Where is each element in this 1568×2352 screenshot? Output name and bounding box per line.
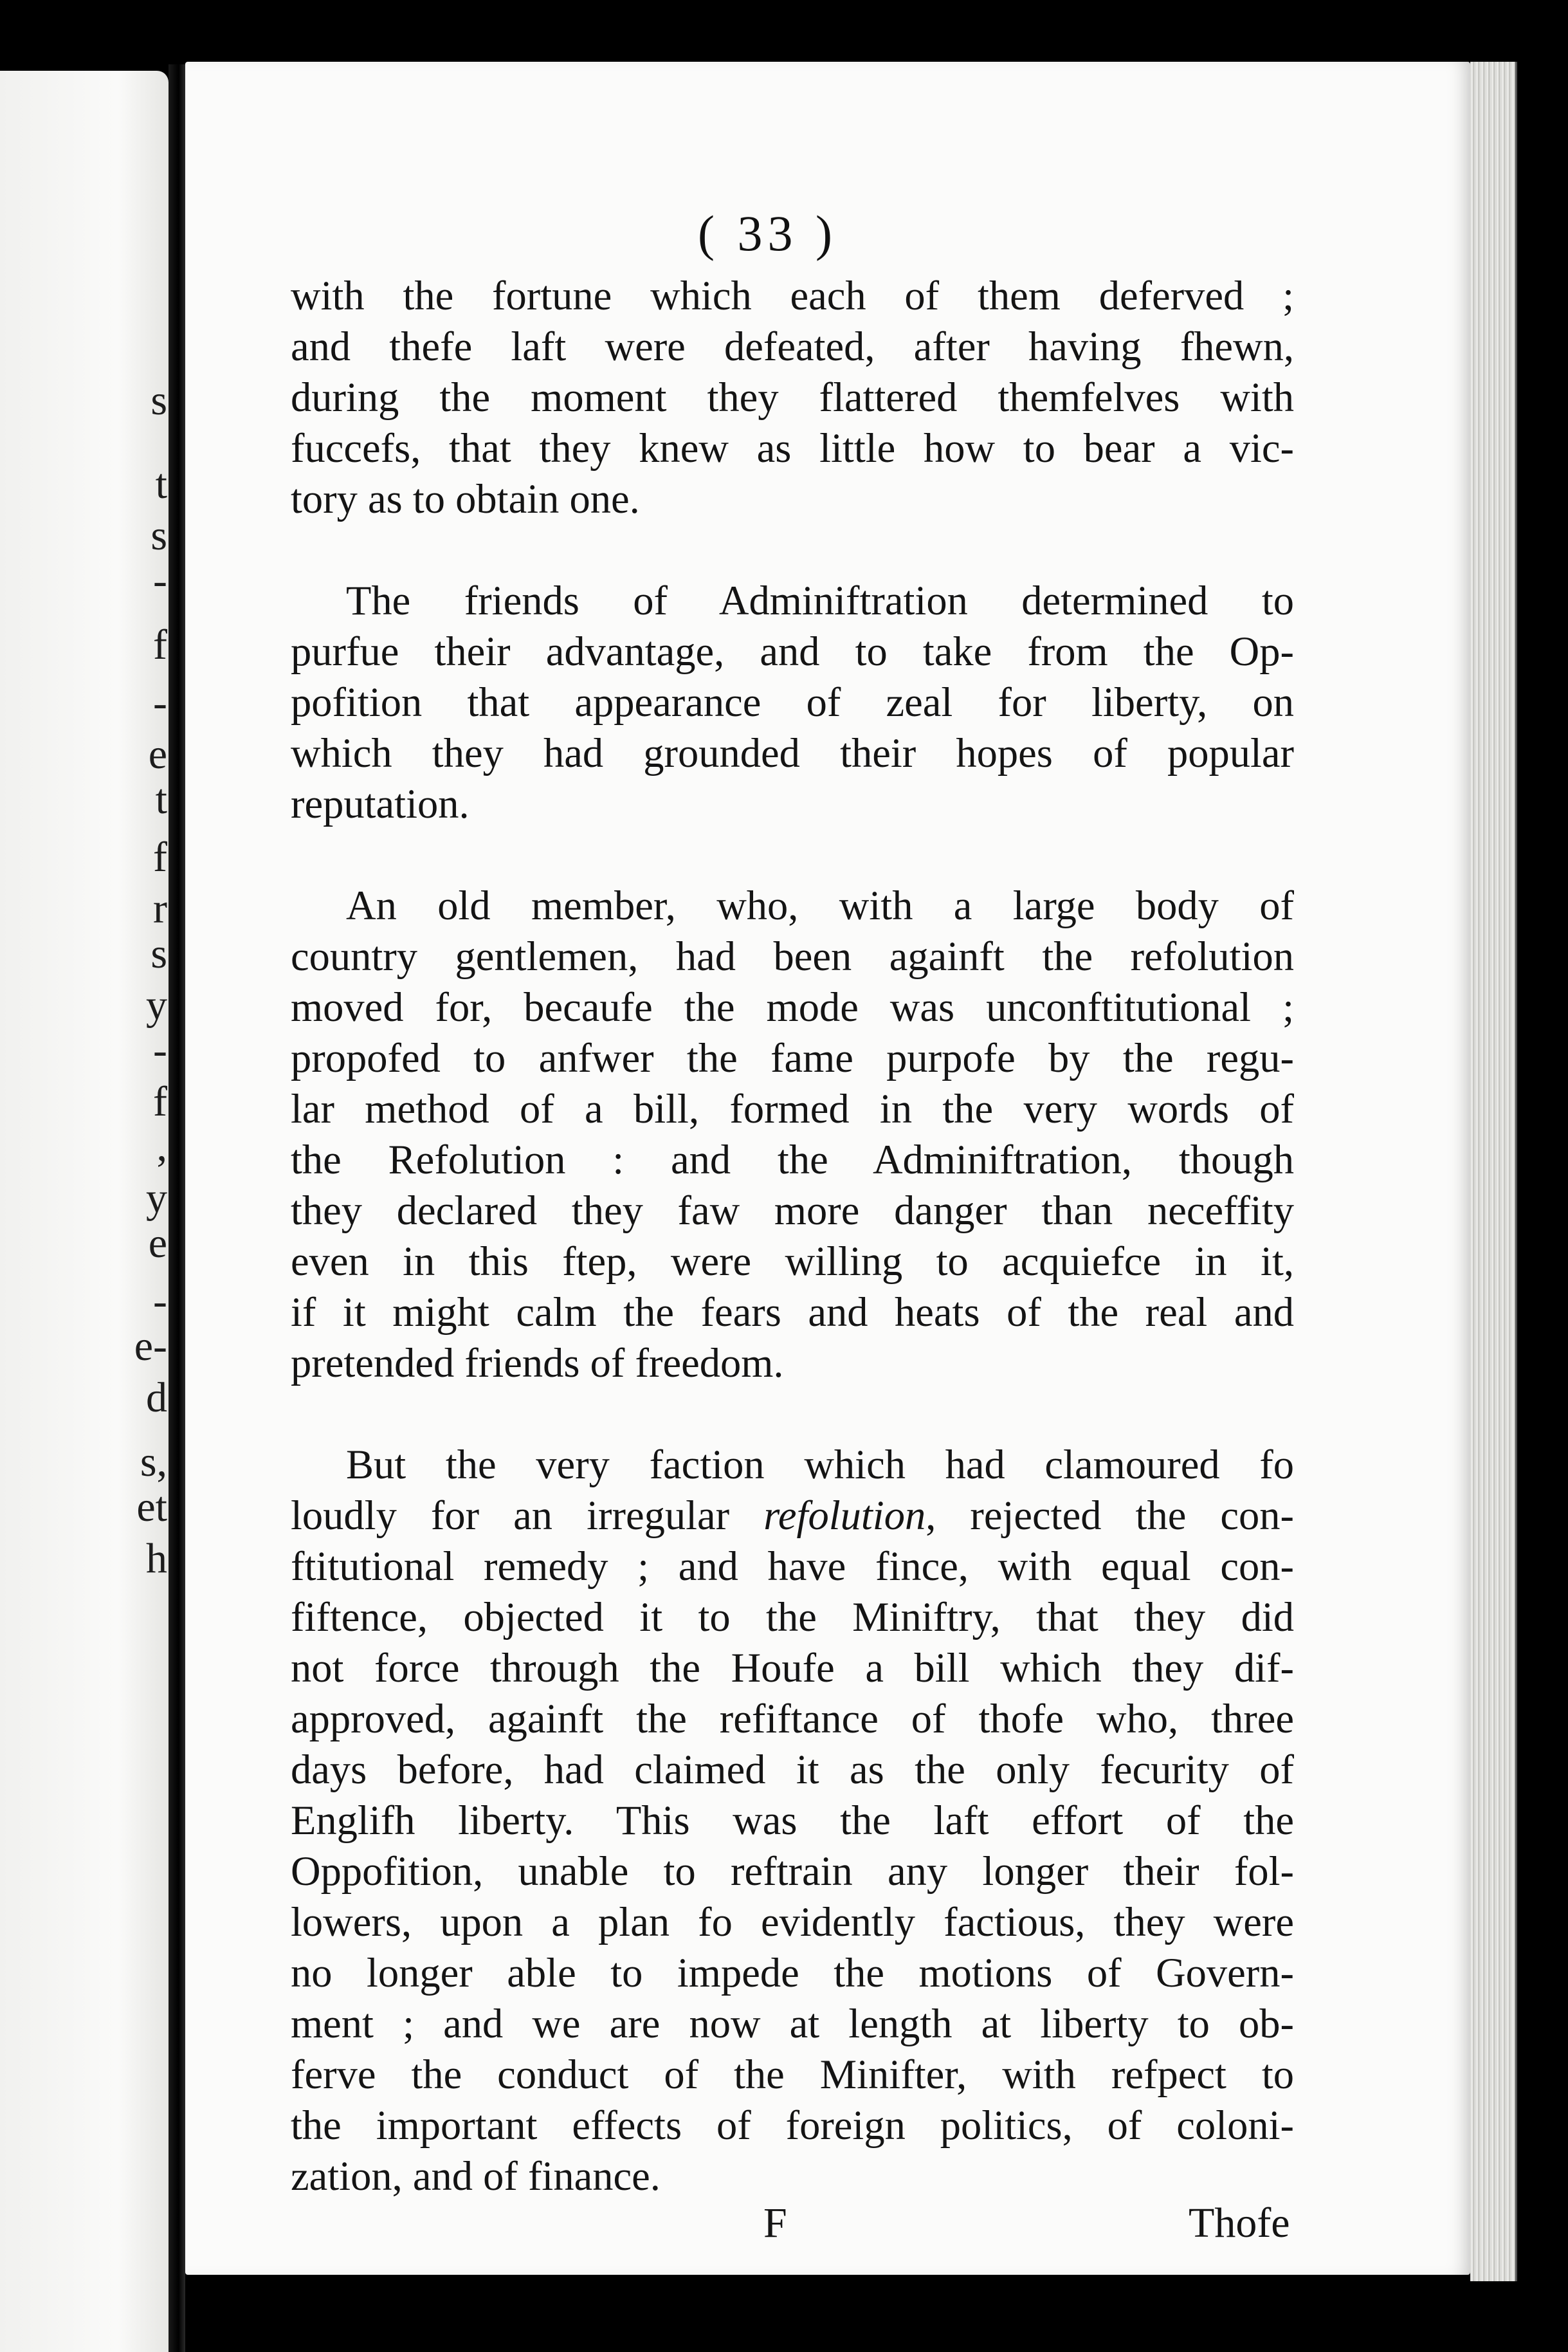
facing-page-glyph: t <box>155 461 167 508</box>
paragraph <box>291 575 1294 829</box>
page-number: ( 33 ) <box>698 205 837 261</box>
facing-page-glyph: r <box>153 885 167 932</box>
text-line: which they had grounded their hopes of popular <box>291 730 1294 776</box>
text-line: fuccefs, that they knew as little how to bear a vic- <box>291 425 1294 471</box>
text-line: if it might calm the fears and heats of the real and <box>291 1289 1294 1335</box>
facing-page-glyph: e <box>148 1220 167 1267</box>
text-line: lowers, upon a plan fo evidently factious, they were <box>291 1899 1294 1945</box>
facing-page-glyph: t <box>155 776 167 823</box>
facing-page-glyph: s <box>150 512 167 559</box>
facing-page-glyph: s <box>150 377 167 424</box>
facing-page-glyph: - <box>153 679 167 726</box>
facing-page-glyph: f <box>153 1078 167 1125</box>
text-line: during the moment they flattered themfelves with <box>291 374 1294 420</box>
text-line: lar method of a bill, formed in the very words of <box>291 1086 1294 1132</box>
text-line: zation, and of finance. <box>291 2153 661 2199</box>
text-line: even in this ftep, were willing to acquiefce in it, <box>291 1238 1294 1284</box>
text-line: ferve the conduct of the Minifter, with refpect to <box>291 2052 1294 2097</box>
text-line: Englifh liberty. This was the laft effort of the <box>291 1797 1294 1843</box>
facing-page-glyph: y <box>146 1175 167 1222</box>
facing-page-glyph: , <box>156 1123 167 1170</box>
text-line: no longer able to impede the motions of Govern- <box>291 1950 1294 1996</box>
text-line: the Refolution : and the Adminiftration, though <box>291 1137 1294 1182</box>
text-line: The friends of Adminiftration determined to <box>346 578 1294 623</box>
text-line: pretended friends of freedom. <box>291 1340 784 1386</box>
facing-page-glyph: et <box>136 1484 167 1530</box>
text-line: approved, againft the refiftance of thofe who, three <box>291 1696 1294 1741</box>
text-line: pofition that appearance of zeal for liberty, on <box>291 679 1294 725</box>
text-line: not force through the Houfe a bill which they dif- <box>291 1645 1294 1691</box>
text-line: But the very faction which had clamoured fo <box>346 1442 1294 1487</box>
text-line: purfue their advantage, and to take from the Op- <box>291 629 1294 674</box>
facing-page-edge <box>0 71 169 2352</box>
signature-mark: F <box>763 2200 787 2246</box>
text-line: An old member, who, with a large body of <box>346 883 1294 928</box>
text-line: fiftence, objected it to the Miniftry, that they did <box>291 1594 1294 1640</box>
text-line: the important effects of foreign politics, of coloni- <box>291 2102 1294 2148</box>
page-body <box>291 270 1294 2252</box>
text-line: tory as to obtain one. <box>291 476 640 522</box>
facing-page-glyph: d <box>146 1374 167 1421</box>
facing-page-glyph: s, <box>140 1438 167 1485</box>
facing-page-glyph: e <box>148 731 167 778</box>
text-line: Oppofition, unable to reftrain any longer their fol- <box>291 1848 1294 1894</box>
text-line: with the fortune which each of them deferved ; <box>291 273 1294 318</box>
facing-page-glyph: h <box>146 1535 167 1582</box>
facing-page-glyph: f <box>153 834 167 881</box>
text-line: and thefe laft were defeated, after having fhewn, <box>291 324 1294 369</box>
facing-page-glyph: - <box>153 1278 167 1325</box>
paragraph <box>291 880 1294 1388</box>
paragraph <box>291 1439 1294 2201</box>
paragraph <box>291 270 1294 524</box>
text-line: country gentlemen, had been againft the refolution <box>291 933 1294 979</box>
catchword: Thofe <box>1189 2200 1290 2246</box>
facing-page-glyph: e- <box>134 1323 167 1370</box>
book-gutter <box>169 64 185 2352</box>
facing-page-glyph: - <box>153 1027 167 1074</box>
facing-page-glyph: y <box>146 982 167 1029</box>
facing-page-glyph: s <box>150 930 167 977</box>
text-line: moved for, becaufe the mode was unconftitutional ; <box>291 984 1294 1030</box>
text-line: ment ; and we are now at length at liberty to ob- <box>291 2001 1294 2046</box>
text-line: ftitutional remedy ; and have fince, with equal con- <box>291 1543 1294 1589</box>
text-line: days before, had claimed it as the only fecurity of <box>291 1747 1294 1792</box>
facing-page-glyph: f <box>153 621 167 668</box>
text-line: loudly for an irregular refolution, rejected the con- <box>291 1493 1294 1538</box>
text-line: they declared they faw more danger than neceffity <box>291 1188 1294 1233</box>
text-line: propofed to anfwer the fame purpofe by the regu- <box>291 1035 1294 1081</box>
page-stack-edge <box>1470 62 1517 2281</box>
facing-page-glyph: - <box>153 557 167 604</box>
text-line: reputation. <box>291 781 469 827</box>
